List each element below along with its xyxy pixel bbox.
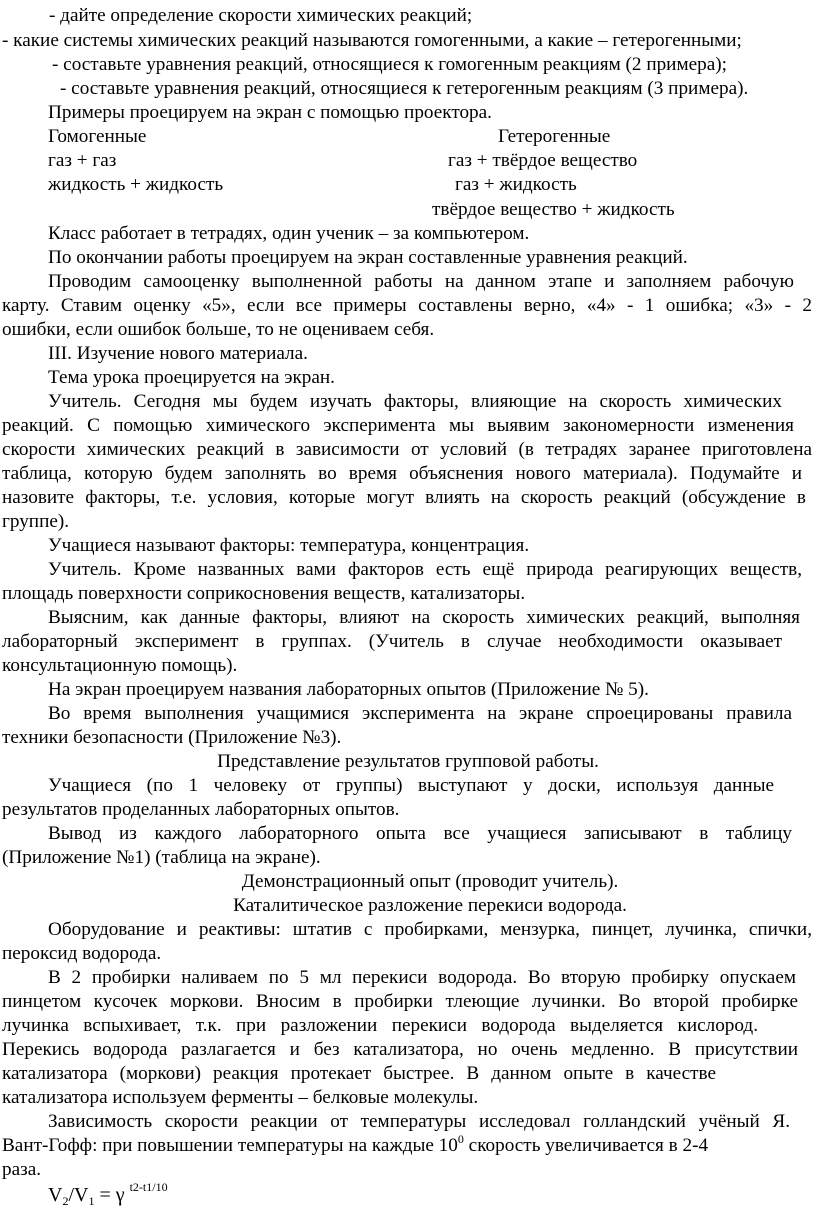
paragraph-self-assessment-line: Проводим самооценку выполненной работы на данном этапе и заполняем рабочую (48, 271, 794, 292)
paragraph-teacher-line: реакций. С помощью химического эксперимента мы выявим закономерности изменения (2, 415, 794, 436)
paragraph-experiment-line: лучинка вспыхивает, т.к. при разложении перекиси водорода выделяется кислород. (2, 1015, 758, 1036)
paragraph-conclusion-line: Вывод из каждого лабораторного опыта все учащиеся записывают в таблицу (48, 823, 792, 844)
paragraph-equipment-line: Оборудование и реактивы: штатив с пробирками, мензурка, пинцет, лучинка, спички, (48, 919, 812, 940)
paragraph-after-work: По окончании работы проецируем на экран составленные уравнения реакций. (48, 247, 688, 268)
paragraph-class-work: Класс работает в тетрадях, один ученик – за компьютером. (48, 223, 530, 244)
heterogeneous-header: Гетерогенные (498, 126, 611, 147)
paragraph-lab-names: На экран проецируем названия лабораторных опытов (Приложение № 5). (48, 679, 649, 700)
paragraph-experiment-line: пинцетом кусочек моркови. Вносим в пробирки тлеющие лучинки. Во второй пробирке (2, 991, 798, 1012)
paragraph-teacher-line: таблица, которую будем заполнять во время объяснения нового материала). Подумайте и (2, 463, 802, 484)
paragraph-teacher-line: скорости химических реакций в зависимости от условий (в тетрадях заранее приготовлена (2, 439, 812, 460)
formula-exponent: t2-t1/10 (129, 1180, 168, 1194)
paragraph-experiment-line: Перекись водорода разлагается и без катализатора, но очень медленно. В присутствии (2, 1039, 798, 1060)
homogeneous-header: Гомогенные (48, 126, 147, 147)
paragraph-students-factors: Учащиеся называют факторы: температура, концентрация. (48, 535, 530, 556)
heterogeneous-item: газ + жидкость (455, 174, 577, 195)
heading-group-results: Представление результатов групповой работы. (217, 751, 599, 772)
paragraph-find-out-line: лабораторный эксперимент в группах. (Учитель в случае необходимости оказывает (2, 631, 782, 652)
paragraph-self-assessment-line: карту. Ставим оценку «5», если все примеры составлены верно, «4» - 1 ошибка; «3» - 2 (2, 295, 812, 316)
paragraph-examples: Примеры проецируем на экран с помощью проектора. (48, 102, 492, 123)
heterogeneous-item: газ + твёрдое вещество (448, 150, 638, 171)
paragraph-safety-line: техники безопасности (Приложение №3). (2, 727, 342, 748)
question-homogeneous-equations: - составьте уравнения реакций, относящиеся к гомогенным реакциям (2 примера); (52, 54, 727, 75)
degree-superscript: 0 (457, 1132, 464, 1146)
question-heterogeneous-equations: - составьте уравнения реакций, относящиеся к гетерогенным реакциям (3 примера). (60, 78, 749, 99)
paragraph-teacher-line: группе). (2, 511, 70, 532)
paragraph-vant-hoff-line (2, 1134, 708, 1158)
paragraph-equipment-line: пероксид водорода. (2, 943, 162, 964)
vant-hoff-text: Вант-Гофф: при повышении температуры на каждые 10 (2, 1135, 458, 1156)
homogeneous-item: жидкость + жидкость (48, 174, 224, 195)
vant-hoff-formula (48, 1180, 168, 1209)
paragraph-self-assessment-line: ошибки, если ошибок больше, то не оцениваем себя. (2, 319, 435, 340)
paragraph-experiment-line: катализатора используем ферменты – белковые молекулы. (2, 1087, 479, 1108)
paragraph-conclusion-line: (Приложение №1) (таблица на экране). (2, 847, 321, 868)
paragraph-vant-hoff-line: Зависимость скорости реакции от температуры исследовал голландский учёный Я. (48, 1111, 790, 1132)
heading-demonstration: Демонстрационный опыт (проводит учитель). (241, 871, 619, 892)
paragraph-teacher-factors-line: Учитель. Кроме названных вами факторов есть ещё природа реагирующих веществ, (48, 559, 802, 580)
formula-sub2: 2 (62, 1194, 69, 1208)
paragraph-vant-hoff-line: раза. (2, 1159, 42, 1180)
formula-equals-gamma: = γ (94, 1184, 130, 1206)
vant-hoff-text: скорость увеличивается в 2-4 (463, 1135, 709, 1156)
paragraph-teacher-line: Учитель. Сегодня мы будем изучать факторы, влияющие на скорость химических (48, 391, 782, 412)
formula-slash-v: /V (68, 1184, 89, 1206)
formula-v2: V (48, 1184, 63, 1206)
homogeneous-item: газ + газ (48, 150, 117, 171)
heterogeneous-item: твёрдое вещество + жидкость (432, 199, 675, 220)
heading-catalytic-decomposition: Каталитическое разложение перекиси водорода. (233, 895, 627, 916)
paragraph-teacher-line: назовите факторы, т.е. условия, которые могут влиять на скорость реакций (обсуждение в (2, 487, 806, 508)
question-homogeneous-heterogeneous: - какие системы химических реакций называются гомогенными, а какие – гетерогенными; (2, 30, 742, 51)
paragraph-experiment-line: В 2 пробирки наливаем по 5 мл перекиси водорода. Во вторую пробирку опускаем (48, 967, 796, 988)
paragraph-presentation-line: Учащиеся (по 1 человеку от группы) выступают у доски, используя данные (48, 775, 774, 796)
paragraph-topic: Тема урока проецируется на экран. (48, 367, 335, 388)
paragraph-presentation-line: результатов проделанных лабораторных опытов. (2, 799, 400, 820)
section-heading: III. Изучение нового материала. (48, 343, 308, 364)
paragraph-teacher-factors-line: площадь поверхности соприкосновения веществ, катализаторы. (2, 583, 526, 604)
paragraph-find-out-line: Выясним, как данные факторы, влияют на скорость химических реакций, выполняя (48, 607, 800, 628)
paragraph-safety-line: Во время выполнения учащимися эксперимента на экране спроецированы правила (48, 703, 792, 724)
formula-sub1: 1 (88, 1194, 95, 1208)
paragraph-find-out-line: консультационную помощь). (2, 655, 238, 676)
paragraph-experiment-line: катализатора (моркови) реакция протекает быстрее. В данном опыте в качестве (2, 1063, 716, 1084)
question-rate-definition: - дайте определение скорости химических реакций; (49, 5, 473, 26)
